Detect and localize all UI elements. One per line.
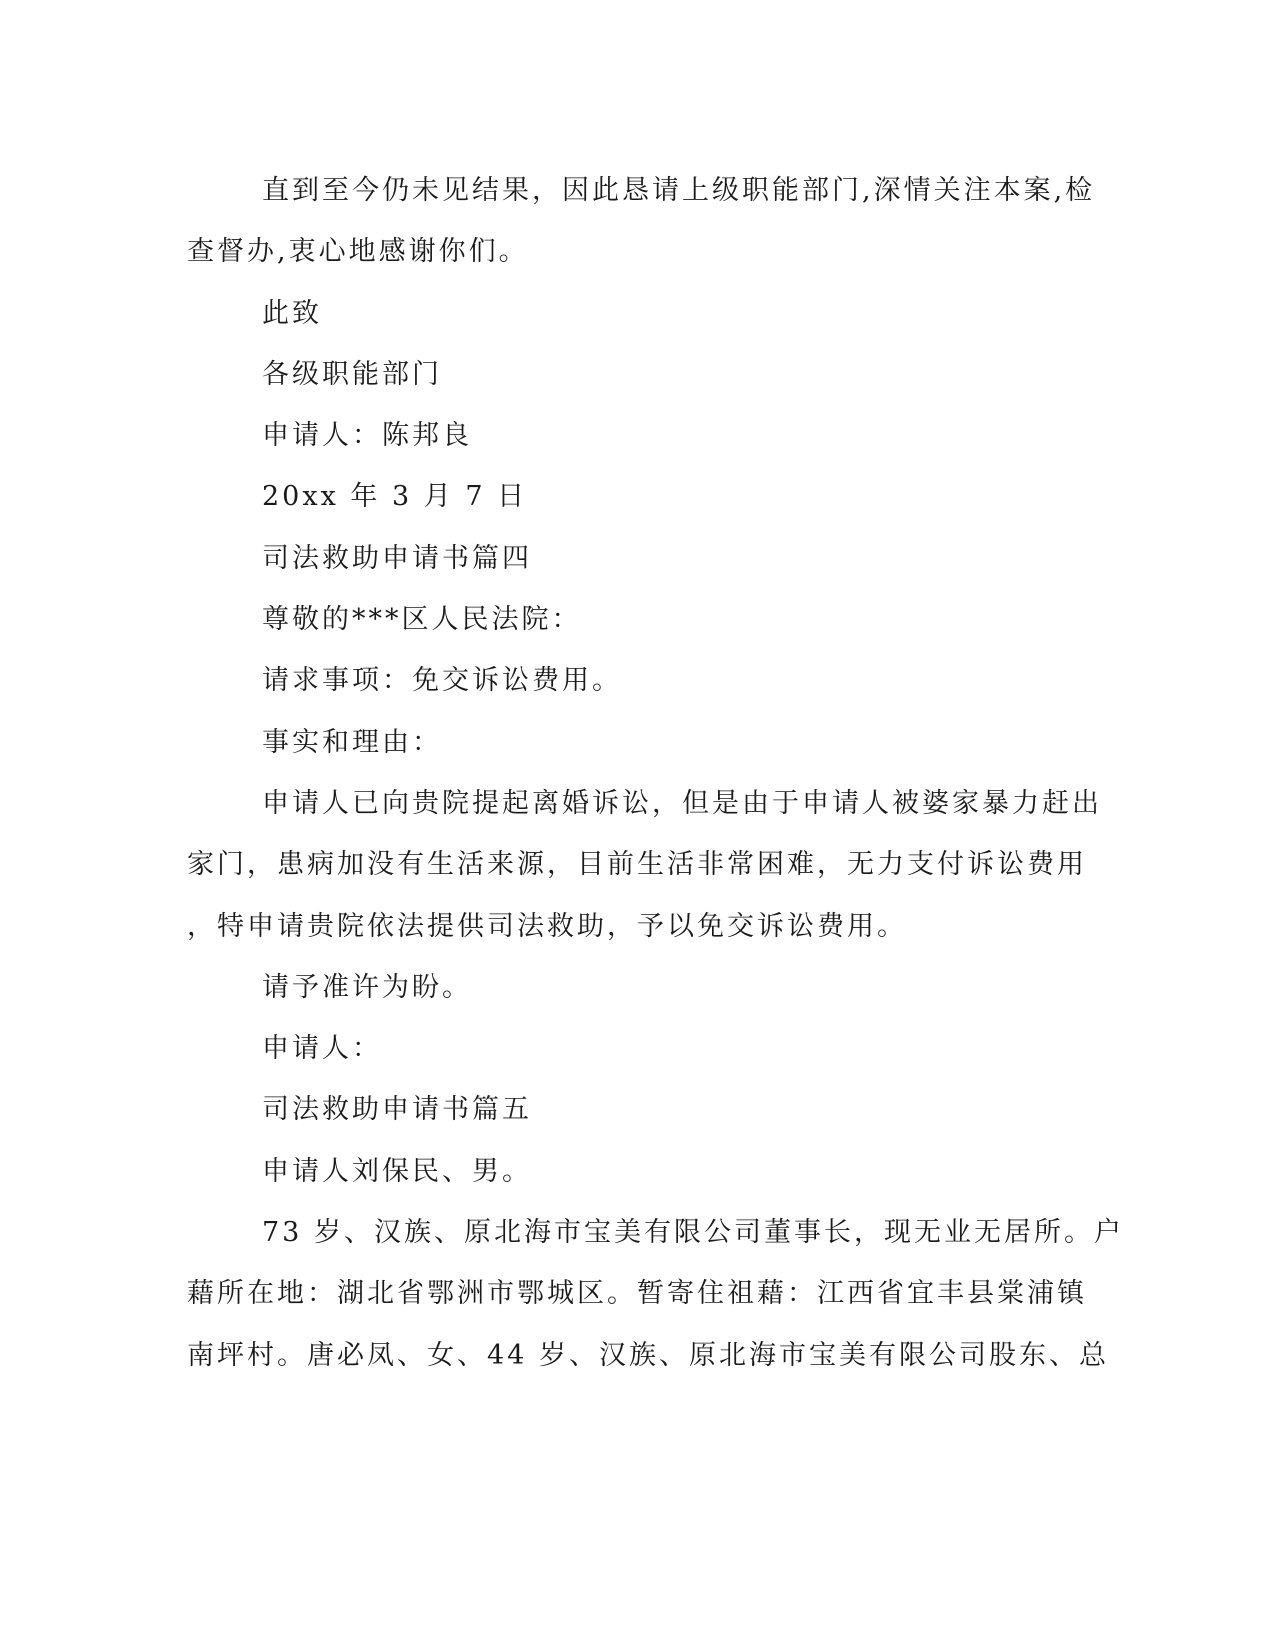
text-line: 事实和理由： — [262, 726, 442, 758]
text-line: 各级职能部门 — [262, 358, 442, 390]
text-line: 司法救助申请书篇五 — [262, 1094, 532, 1126]
text-line: 73 岁、汉族、原北海市宝美有限公司董事长，现无业无居所。户 — [262, 1217, 1124, 1249]
text-line: 20xx 年 3 月 7 日 — [262, 481, 528, 513]
text-line: 请求事项：免交诉讼费用。 — [262, 665, 622, 697]
text-line: 家门，患病加没有生活来源，目前生活非常困难，无力支付诉讼费用 — [187, 849, 1087, 881]
text-line: 司法救助申请书篇四 — [262, 542, 532, 574]
text-line: 申请人已向贵院提起离婚诉讼，但是由于申请人被婆家暴力赶出 — [262, 787, 1102, 819]
text-line: 此致 — [262, 297, 322, 329]
text-line: 南坪村。唐必凤、女、44 岁、汉族、原北海市宝美有限公司股东、总 — [187, 1339, 1109, 1371]
document-body — [187, 160, 1124, 1386]
text-line: 直到至今仍未见结果，因此恳请上级职能部门,深情关注本案,检 — [262, 175, 1096, 206]
text-line: 申请人刘保民、男。 — [262, 1155, 532, 1187]
text-line: 申请人：陈邦良 — [262, 420, 472, 452]
text-line: 尊敬的***区人民法院： — [262, 604, 582, 636]
text-line: 查督办,衷心地感谢你们。 — [187, 236, 529, 268]
text-line: 请予准许为盼。 — [262, 971, 472, 1003]
text-line: 藉所在地：湖北省鄂洲市鄂城区。暂寄住祖藉：江西省宜丰县棠浦镇 — [187, 1278, 1087, 1310]
text-line: 申请人： — [262, 1033, 382, 1065]
text-line: ，特申请贵院依法提供司法救助，予以免交诉讼费用。 — [187, 910, 907, 942]
